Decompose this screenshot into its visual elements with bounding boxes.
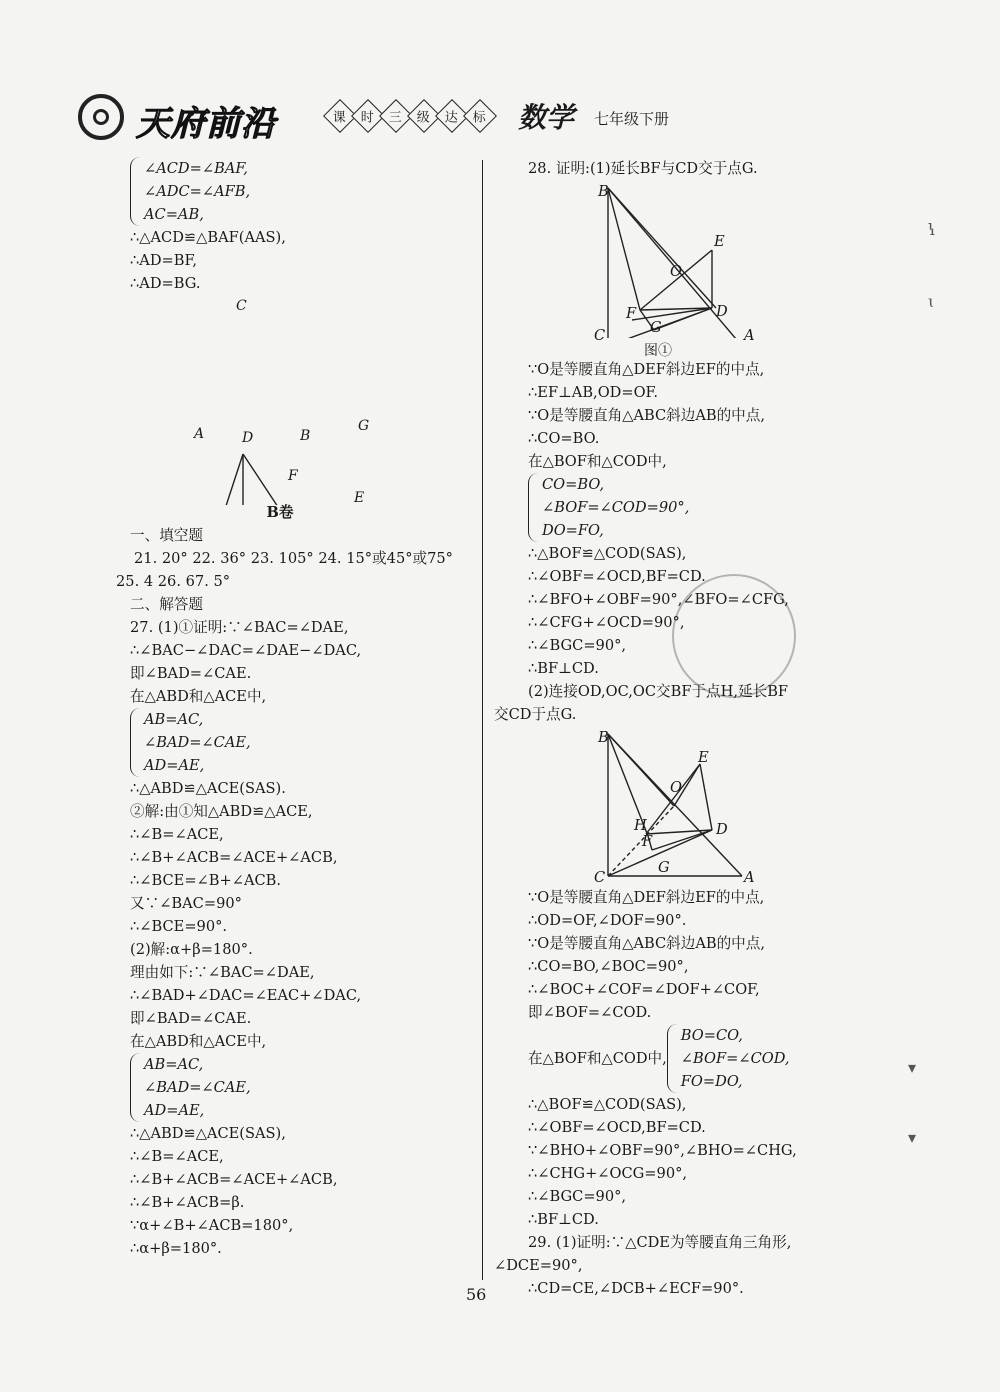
text-line: ∵α+∠B+∠ACB=180°, [130,1217,294,1234]
section-heading: 二、解答题 [130,596,203,613]
text-line: ∴△ABD≌△ACE(SAS). [130,780,286,797]
point-label: O [670,263,682,280]
text-line: ∠BOF=∠COD=90°, [542,499,690,516]
subject-title: 数学 [518,101,575,134]
condition-block [494,1024,874,1093]
text-line: AD=AE, [144,1102,205,1119]
point-label: B [598,183,609,200]
text-line: AD=AE, [144,757,205,774]
text-line: ∴∠BAC−∠DAC=∠DAE−∠DAC, [130,642,362,659]
text-line: 又∵∠BAC=90° [130,895,242,912]
text-line: ∴△ACD≌△BAF(AAS), [130,229,286,246]
text-line: ∵O是等腰直角△ABC斜边AB的中点, [528,935,766,952]
text-line: ∵∠BHO+∠OBF=90°,∠BHO=∠CHG, [528,1142,797,1159]
point-label: G [358,418,370,434]
point-label: E [698,749,709,766]
point-label: F [626,305,637,322]
text-line: ∠ACD=∠BAF, [144,160,248,177]
text-line: ∴∠CHG+∠OCG=90°, [528,1165,688,1182]
condition-brace [130,708,475,777]
geometry-figure-3 [494,726,874,886]
point-label: B [598,729,609,746]
point-label: A [744,327,755,344]
point-label: E [714,233,725,250]
page-header [70,86,670,146]
text-line: ∠ADC=∠AFB, [144,183,251,200]
text-line: ∴∠CFG+∠OCD=90°, [528,614,685,631]
fill-answers: 21. 20° 22. 36° 23. 105° 24. 15°或45°或75° [134,550,453,567]
text-line: ∴CO=BO,∠BOC=90°, [528,958,689,975]
condition-brace [130,157,475,226]
text-line: ∴∠BFO+∠OBF=90°,∠BFO=∠CFG, [528,591,789,608]
text-line: 28. 证明:(1)延长BF与CD交于点G. [528,160,758,177]
text-line: 29. (1)证明:∵△CDE为等腰直角三角形, [528,1234,792,1251]
text-line: 在△ABD和△ACE中, [130,1033,267,1050]
column-divider [482,160,483,1280]
text-line: CO=BO, [542,476,605,493]
text-line: ∴BF⊥CD. [528,1211,599,1228]
text-line: ∴∠B+∠ACB=∠ACE+∠ACB, [130,1171,338,1188]
text-line: ∴△BOF≌△COD(SAS), [528,1096,687,1113]
text-line: ∠BOF=∠COD, [680,1050,790,1067]
text-line: ∴OD=OF,∠DOF=90°. [528,912,687,929]
text-line: 27. (1)①证明:∵∠BAC=∠DAE, [130,619,349,636]
text-line: ∴∠BAD+∠DAC=∠EAC+∠DAC, [130,987,362,1004]
figure-2-bottom-labels [494,318,874,358]
header-tag: 课 [323,99,357,133]
point-label: A [194,426,205,442]
text-line: DO=FO, [542,522,604,539]
condition-brace [667,1024,790,1093]
figure-caption: 图① [644,343,672,359]
page-number: 56 [466,1285,487,1304]
point-label: A [744,869,755,886]
text-line: ∴EF⊥AB,OD=OF. [528,384,659,401]
text-line: (2)连接OD,OC,OC交BF于点H,延长BF [528,683,789,700]
point-label: D [242,430,254,446]
text-line: ∴BF⊥CD. [528,660,599,677]
point-label: F [288,468,298,484]
text-line: 交CD于点G. [494,706,577,723]
text-line: ∵O是等腰直角△DEF斜边EF的中点, [528,889,765,906]
text-line: AB=AC, [144,711,204,728]
text-line: ∴α+β=180°. [130,1240,222,1257]
section-heading: 一、填空题 [130,527,203,544]
point-label: C [594,327,606,344]
text-line: ∴△ABD≌△ACE(SAS), [130,1125,286,1142]
text-line: ∴△BOF≌△COD(SAS), [528,545,687,562]
text-line: ∴CD=CE,∠DCB+∠ECF=90°. [528,1280,744,1297]
text-line: ∴AD=BF, [130,252,197,269]
point-label: C [236,298,247,314]
condition-brace [130,1053,475,1122]
text-line: ∴CO=BO. [528,430,600,447]
header-tag: 时 [351,99,385,133]
text-line: ∴AD=BG. [130,275,201,292]
header-tag: 达 [435,99,469,133]
text-line: ∠DCE=90°, [494,1257,583,1274]
text-line: 即∠BOF=∠COD. [528,1004,652,1021]
text-line: ∴∠BCE=90°. [130,918,228,935]
text-line: 理由如下:∵∠BAC=∠DAE, [130,964,315,981]
margin-mark-icon: ▾ [908,1058,917,1077]
condition-brace [494,473,874,542]
left-column [116,157,475,1260]
text-line: 在△BOF和△COD中, [528,1050,667,1067]
header-tag: 三 [379,99,413,133]
brand-title: 天府前沿 [136,104,276,144]
text-line: ②解:由①知△ABD≌△ACE, [130,803,313,820]
text-line: ∴∠BOC+∠COF=∠DOF+∠COF, [528,981,760,998]
point-label: D [716,303,728,320]
text-line: ∴∠B=∠ACE, [130,826,224,843]
text-line: ∴∠B+∠ACB=β. [130,1194,245,1211]
margin-mark-icon: ▾ [908,1128,917,1147]
text-line: AC=AB, [144,206,204,223]
grade-label: 七年级下册 [594,110,670,128]
header-tag: 标 [463,99,497,133]
text-line: ∠BAD=∠CAE, [144,1079,251,1096]
text-line: BO=CO, [680,1027,743,1044]
point-label: O [670,779,682,796]
text-line: 在△BOF和△COD中, [528,453,667,470]
point-label: D [716,821,728,838]
point-label: B [300,428,311,444]
point-label: C [594,869,606,886]
text-line: ∴∠BCE=∠B+∠ACB. [130,872,282,889]
margin-mark-icon: ɩ [928,292,935,311]
text-line: ∴∠BGC=90°, [528,637,627,654]
geometry-figure-2 [494,180,874,338]
point-label: E [354,490,365,506]
point-label: F [642,833,653,850]
text-line: ∵O是等腰直角△DEF斜边EF的中点, [528,361,765,378]
right-column [494,157,874,1300]
text-line: FO=DO, [680,1073,743,1090]
text-line: ∴∠OBF=∠OCD,BF=CD. [528,1119,706,1136]
header-tags [328,104,492,128]
text-line: 即∠BAD=∠CAE. [130,1010,252,1027]
target-logo-icon [78,94,124,140]
text-line: AB=AC, [144,1056,204,1073]
text-line: ∵O是等腰直角△ABC斜边AB的中点, [528,407,766,424]
text-line: ∴∠B=∠ACE, [130,1148,224,1165]
fill-answers: 25. 4 26. 67. 5° [116,573,231,590]
point-label: G [658,859,670,876]
text-line: (2)解:α+β=180°. [130,941,253,958]
text-line: ∴∠BGC=90°, [528,1188,627,1205]
point-label: G [650,319,662,336]
text-line: 即∠BAD=∠CAE. [130,665,252,682]
section-title: B卷 [266,504,294,521]
text-line: 在△ABD和△ACE中, [130,688,267,705]
text-line: ∴∠OBF=∠OCD,BF=CD. [528,568,706,585]
header-tag: 级 [407,99,441,133]
margin-mark-icon: ꝇ [928,220,935,239]
text-line: ∠BAD=∠CAE, [144,734,251,751]
text-line: ∴∠B+∠ACB=∠ACE+∠ACB, [130,849,338,866]
figure-1-labels [130,295,475,505]
point-label: H [634,817,647,834]
